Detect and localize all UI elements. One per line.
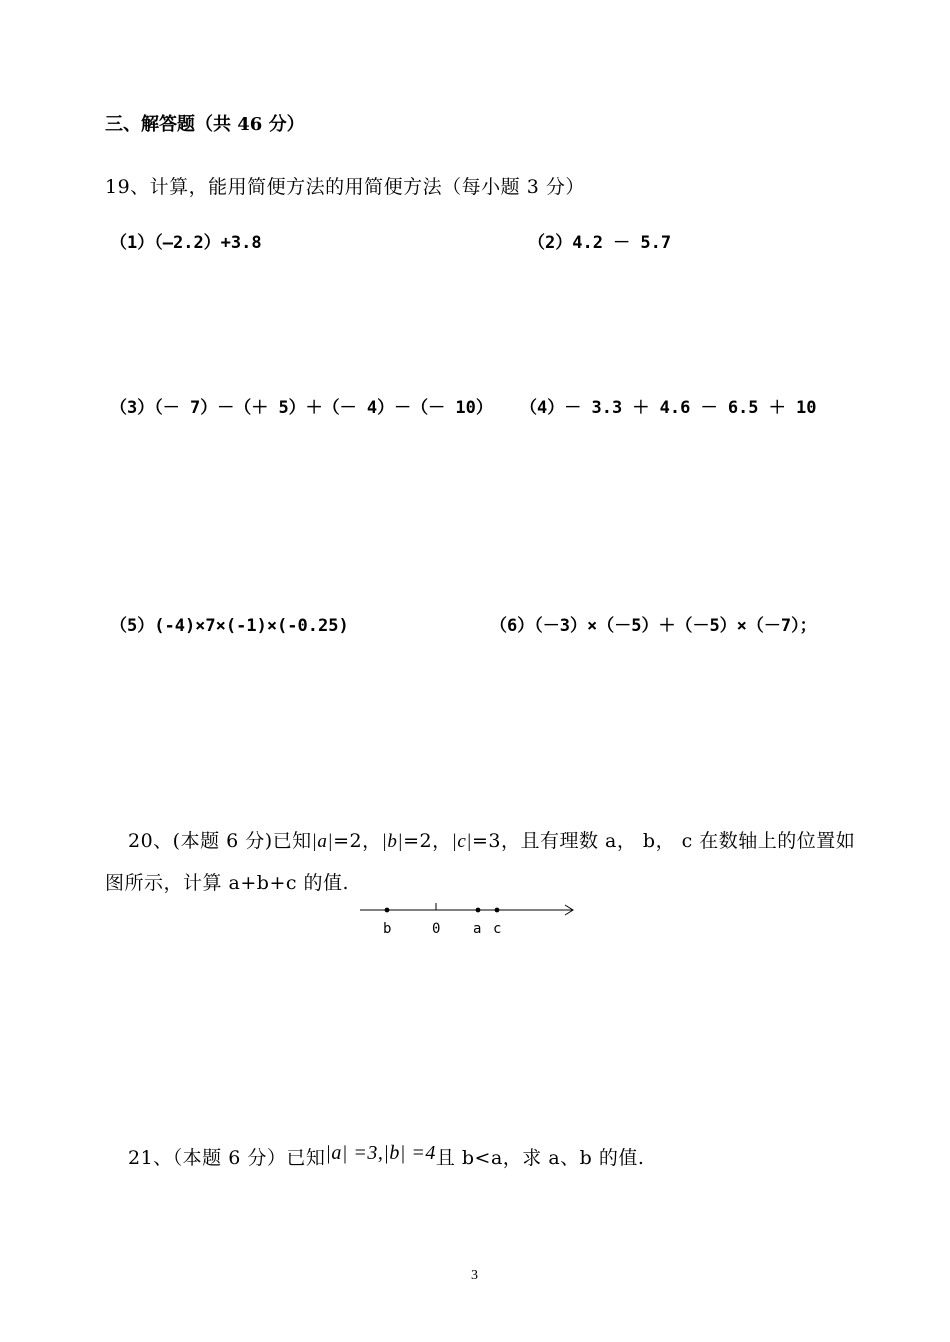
q19-item-5: （5）(-4)×7×(-1)×(-0.25) (110, 616, 349, 636)
q21-suffix: 且 b<a，求 a、b 的值. (435, 1147, 645, 1169)
q19-item-1: （1）（—2.2）+3.8 (110, 233, 262, 253)
q21-prefix: 21、（本题 6 分）已知 (128, 1147, 326, 1169)
number-line-figure (355, 898, 585, 940)
q20-eq-b: =2， (403, 830, 452, 852)
point-a (476, 908, 481, 913)
point-c (495, 908, 500, 913)
question-19-stem: 19、计算，能用简便方法的用简便方法（每小题 3 分） (105, 176, 585, 198)
question-21 (128, 1143, 644, 1170)
q19-item-6: （6）（－3）×（－5）＋（－5）×（－7）； (490, 616, 817, 636)
q19-item-4: （4）－ 3.3 ＋ 4.6 － 6.5 ＋ 10 (520, 398, 817, 418)
question-20-line-1 (128, 826, 855, 853)
q19-item-3: （3）（－ 7）－（＋ 5）＋（－ 4）－（－ 10） (110, 398, 493, 418)
label-0: 0 (432, 921, 441, 937)
section-title: 三、解答题（共 46 分） (105, 114, 305, 135)
label-a: a (473, 921, 482, 937)
q20-prefix: 20、(本题 6 分)已知 (128, 830, 312, 852)
abs-c: |c| (451, 831, 472, 852)
label-b: b (383, 921, 392, 937)
q20-eq-a: =2， (333, 830, 382, 852)
q21-formula: |a| =3,|b| =4 (325, 1142, 436, 1164)
q19-item-2: （2）4.2 － 5.7 (528, 233, 672, 253)
label-c: c (493, 921, 502, 937)
point-b (385, 908, 390, 913)
q20-rest: =3，且有理数 a， b， c 在数轴上的位置如 (472, 830, 856, 852)
question-20-line-2: 图所示，计算 a+b+c 的值. (105, 872, 350, 894)
abs-b: |b| (381, 831, 404, 852)
abs-a: |a| (311, 831, 334, 852)
page-number: 3 (471, 1268, 478, 1283)
